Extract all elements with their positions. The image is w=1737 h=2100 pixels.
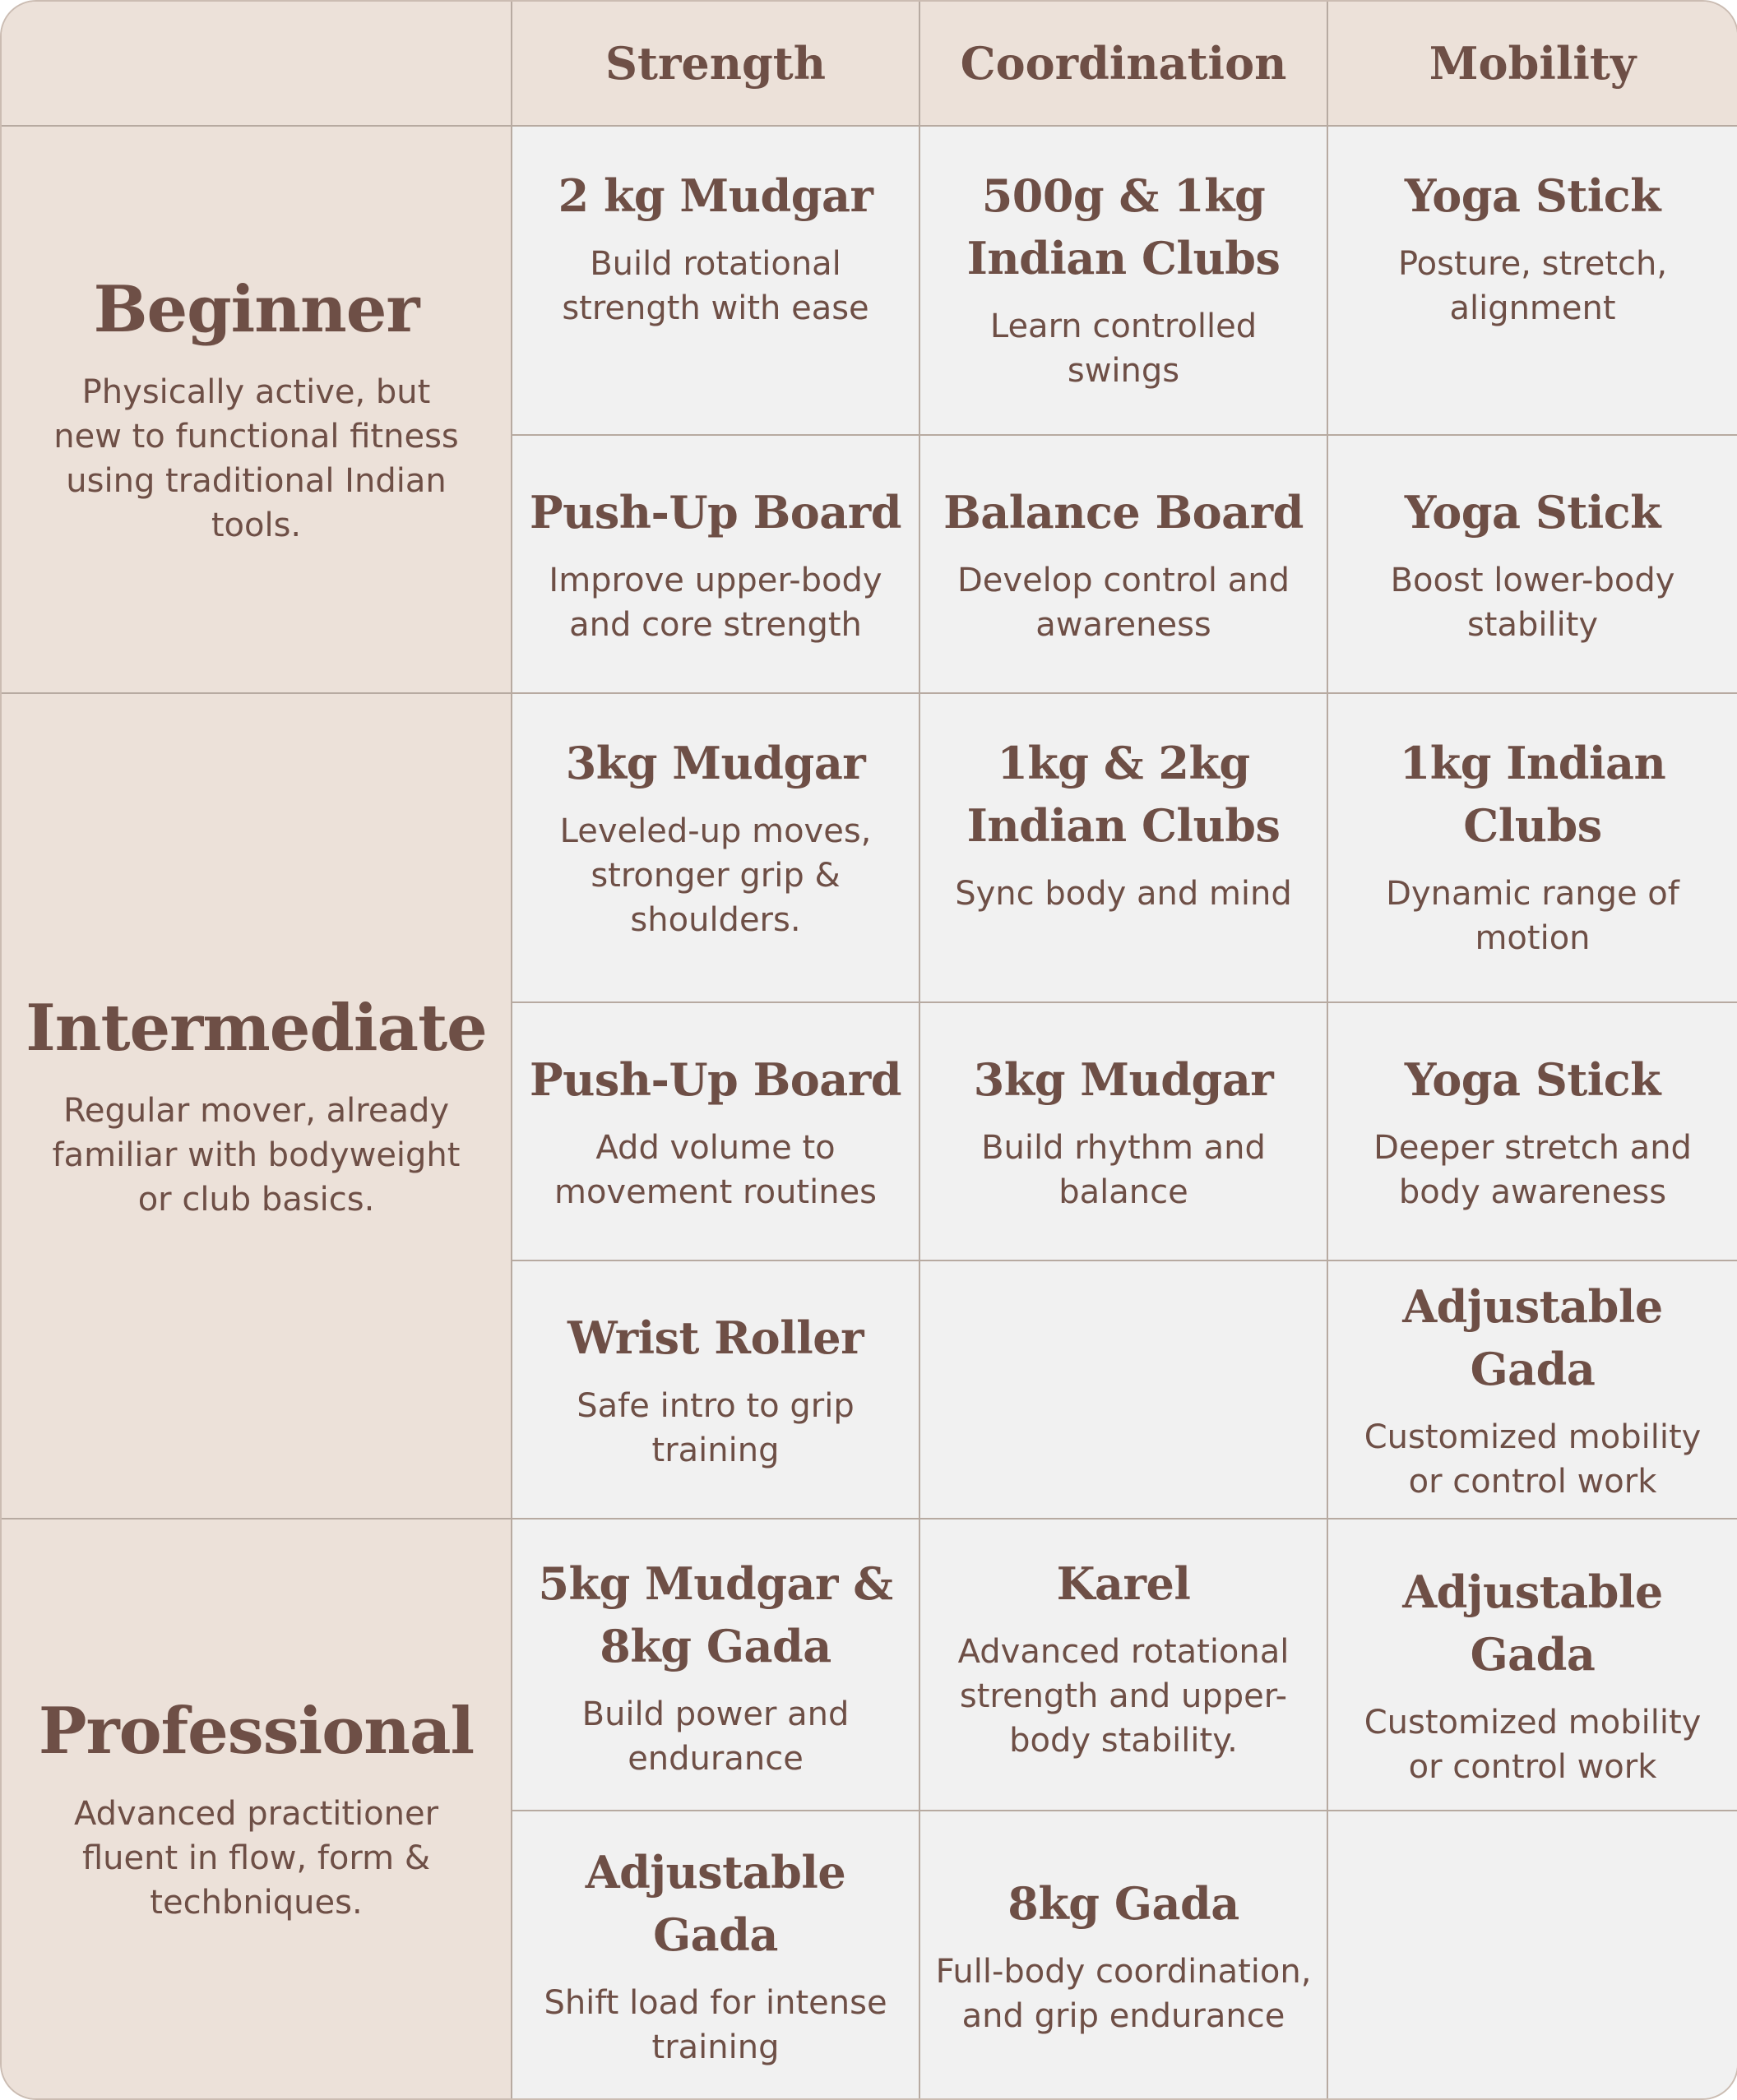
empty-cell xyxy=(1328,1811,1737,2098)
column-header-coordination xyxy=(920,2,1328,127)
equipment-description: Build rotational strength with ease xyxy=(562,245,869,327)
equipment-description: Sync body and mind xyxy=(955,875,1292,913)
equipment-cell xyxy=(1328,1003,1737,1261)
equipment-cell xyxy=(1328,1519,1737,1811)
equipment-cell xyxy=(512,127,920,436)
level-description: Advanced practitioner fluent in flow, form & techbniques. xyxy=(73,1794,439,1922)
equipment-description: Learn controlled swings xyxy=(989,308,1258,390)
column-title: Mobility xyxy=(1429,37,1637,90)
equipment-cell xyxy=(920,694,1328,1003)
equipment-description: Build rhythm and balance xyxy=(981,1129,1266,1211)
equipment-cell xyxy=(1328,1261,1737,1519)
level-description: Physically active, but new to functional fitness using traditional Indian tools. xyxy=(53,372,459,544)
level-description: Regular mover, already familiar with bodyweight or club basics. xyxy=(52,1091,461,1219)
corner-header-cell xyxy=(2,2,512,127)
equipment-description: Customized mobility or control work xyxy=(1364,1704,1702,1786)
equipment-cell xyxy=(920,1811,1328,2098)
equipment-name: Yoga Stick xyxy=(1404,169,1661,222)
equipment-name: 1kg Indian Clubs xyxy=(1399,737,1666,852)
column-title: Coordination xyxy=(960,37,1287,90)
equipment-description: Advanced rotational strength and upper-body stability. xyxy=(957,1633,1290,1760)
level-beginner xyxy=(2,127,512,694)
equipment-description: Posture, stretch, alignment xyxy=(1397,245,1668,327)
level-title: Professional xyxy=(38,1693,475,1769)
equipment-name: 3kg Mudgar xyxy=(565,737,866,789)
equipment-name: 8kg Gada xyxy=(1007,1876,1239,1930)
equipment-cell xyxy=(512,694,920,1003)
equipment-description: Improve upper-body and core strength xyxy=(549,562,882,644)
equipment-name: 2 kg Mudgar xyxy=(558,169,873,222)
equipment-cell xyxy=(512,1003,920,1261)
column-header-strength xyxy=(512,2,920,127)
level-professional xyxy=(2,1519,512,2098)
equipment-description: Add volume to movement routines xyxy=(554,1129,878,1211)
equipment-name: Adjustable Gada xyxy=(1402,1566,1663,1681)
equipment-name: Adjustable Gada xyxy=(1402,1280,1663,1395)
equipment-description: Leveled-up moves, stronger grip & shoulders. xyxy=(559,812,872,939)
equipment-description: Boost lower-body stability xyxy=(1390,562,1675,644)
equipment-cell xyxy=(1328,694,1737,1003)
equipment-description: Dynamic range of motion xyxy=(1386,875,1679,957)
equipment-name: 5kg Mudgar & 8kg Gada xyxy=(538,1557,893,1672)
equipment-name: Balance Board xyxy=(943,486,1304,539)
equipment-name: Push-Up Board xyxy=(530,486,901,539)
equipment-name: 3kg Mudgar xyxy=(973,1053,1274,1106)
equipment-description: Deeper stretch and body awareness xyxy=(1373,1129,1692,1211)
level-intermediate xyxy=(2,694,512,1519)
equipment-description: Develop control and awareness xyxy=(957,562,1290,644)
equipment-description: Safe intro to grip training xyxy=(577,1387,855,1469)
level-title: Beginner xyxy=(93,271,419,347)
equipment-cell xyxy=(512,1519,920,1811)
equipment-cell xyxy=(920,127,1328,436)
equipment-cell xyxy=(512,436,920,694)
table-grid xyxy=(2,2,1737,2098)
equipment-description: Full-body coordination, and grip endurance xyxy=(935,1952,1312,2035)
equipment-cell xyxy=(1328,127,1737,436)
column-header-mobility xyxy=(1328,2,1737,127)
equipment-name: Push-Up Board xyxy=(530,1053,901,1106)
equipment-cell xyxy=(920,1003,1328,1261)
equipment-cell xyxy=(1328,436,1737,694)
equipment-description: Build power and endurance xyxy=(581,1695,850,1778)
equipment-description: Customized mobility or control work xyxy=(1364,1418,1702,1501)
equipment-name: Karel xyxy=(1056,1557,1191,1610)
equipment-name: Wrist Roller xyxy=(567,1311,864,1364)
equipment-cell xyxy=(920,436,1328,694)
equipment-name: 1kg & 2kg Indian Clubs xyxy=(966,737,1281,852)
equipment-name: Adjustable Gada xyxy=(585,1845,846,1961)
level-title: Intermediate xyxy=(25,990,487,1066)
empty-cell xyxy=(920,1261,1328,1519)
column-title: Strength xyxy=(605,37,826,90)
equipment-cell xyxy=(512,1261,920,1519)
equipment-cell xyxy=(920,1519,1328,1811)
equipment-cell xyxy=(512,1811,920,2098)
equipment-description: Shift load for intense training xyxy=(544,1983,887,2066)
equipment-name: Yoga Stick xyxy=(1404,1053,1661,1106)
equipment-name: Yoga Stick xyxy=(1404,486,1661,539)
equipment-name: 500g & 1kg Indian Clubs xyxy=(966,169,1281,284)
